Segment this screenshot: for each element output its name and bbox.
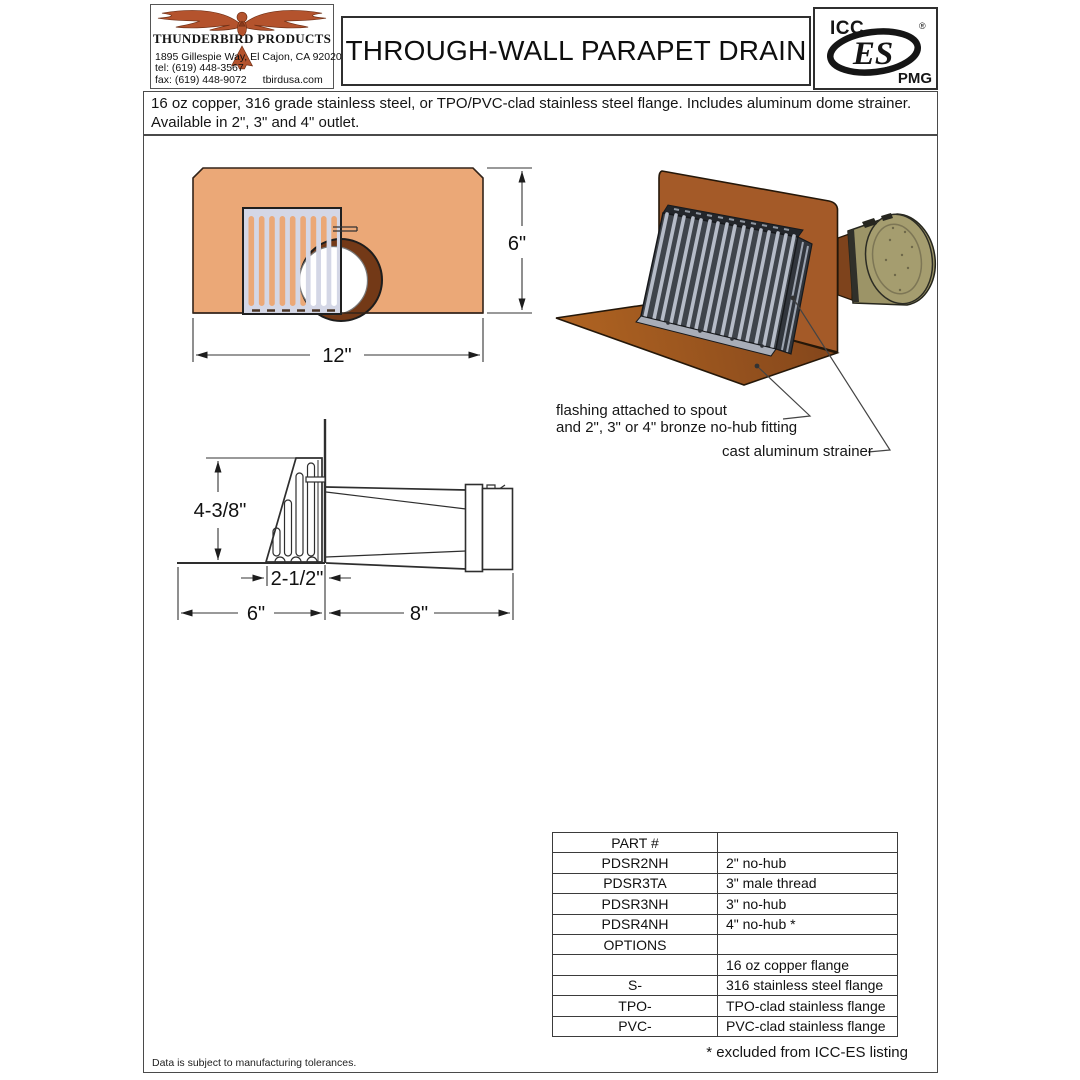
company-logo-block (150, 4, 342, 89)
flashing-callout (556, 403, 797, 436)
side-outside-dim-label: 8" (409, 603, 429, 625)
table-row: PDSR2NH 2" no-hub (553, 853, 898, 873)
pmg-text: PMG (897, 70, 932, 87)
product-description (143, 91, 938, 135)
icc-text: ICC (830, 18, 865, 39)
table-row: OPTIONS (553, 934, 898, 954)
table-row: PVC- PVC-clad stainless flange (553, 1016, 898, 1036)
company-tel: tel: (619) 448-3567 (155, 62, 244, 74)
flashing-callout-line-1: flashing attached to spout (556, 402, 727, 419)
table-row: S- 316 stainless steel flange (553, 975, 898, 995)
company-address: 1895 Gillespie Way, El Cajon, CA 92020 (155, 50, 342, 63)
table-row: PDSR3TA 3" male thread (553, 873, 898, 893)
company-website: tbirdusa.com (262, 73, 323, 86)
table-row: 16 oz copper flange (553, 955, 898, 975)
icc-es-pmg-block (813, 7, 938, 90)
side-throat-dim-label: 2-1/2" (270, 568, 324, 590)
table-row: PDSR4NH 4" no-hub * (553, 914, 898, 934)
parts-table (552, 832, 898, 1037)
registered-mark: ® (919, 21, 926, 31)
part-number-header: PART # (553, 833, 718, 853)
company-fax: fax: (619) 448-9072 (155, 73, 247, 86)
tolerance-note: Data is subject to manufacturing tolerances. (152, 1057, 357, 1069)
table-header-row (553, 833, 898, 853)
company-address-block (155, 52, 342, 87)
icc-exclusion-note: * excluded from ICC-ES listing (706, 1044, 908, 1061)
company-fax-line (155, 75, 342, 87)
table-row: PDSR3NH 3" no-hub (553, 894, 898, 914)
es-text: ES (852, 36, 894, 72)
flashing-callout-line-2: and 2", 3" or 4" bronze no-hub fitting (556, 418, 798, 436)
company-name: THUNDERBIRD PRODUCTS (152, 31, 332, 46)
side-height-dim-label: 4-3/8" (193, 500, 247, 522)
strainer-callout: cast aluminum strainer (722, 443, 873, 460)
description-line-1: 16 oz copper, 316 grade stainless steel, or TPO/PVC-clad stainless steel flange. Includes aluminum dome strainer. (151, 95, 912, 112)
side-inside-dim-label: 6" (246, 603, 266, 625)
front-height-dim-label: 6" (507, 233, 527, 255)
table-row: TPO- TPO-clad stainless flange (553, 996, 898, 1016)
page-title: THROUGH-WALL PARAPET DRAIN (345, 35, 807, 66)
icc-es-pmg-icon (815, 9, 936, 88)
description-line-2: Available in 2", 3" and 4" outlet. (151, 113, 360, 131)
front-width-dim-label: 12" (322, 345, 352, 367)
title-block (341, 16, 811, 86)
